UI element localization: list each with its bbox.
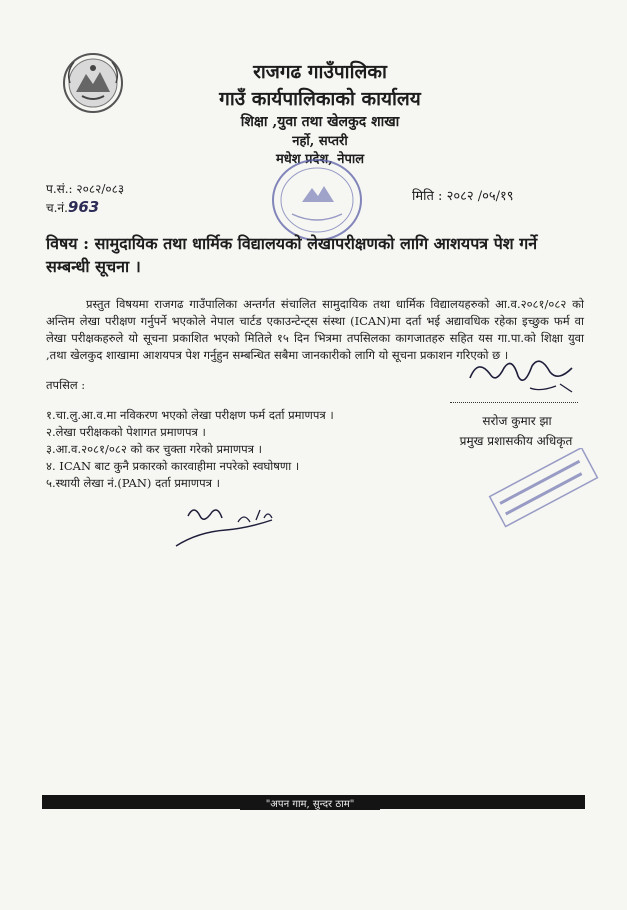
chalani-number-row xyxy=(46,198,99,216)
signature-line xyxy=(450,402,578,403)
municipality-name: राजगढ गाउँपालिका xyxy=(253,61,387,83)
designation-stamp-icon xyxy=(484,448,604,528)
office-location: नर्हो, सप्तरी xyxy=(292,134,348,149)
patra-sankhya: प.सं.: २०८२/०८३ xyxy=(46,182,125,196)
list-item: २.लेखा परीक्षकको पेशागत प्रमाणपत्र । xyxy=(46,425,206,439)
tapsil-label: तपसिल : xyxy=(46,378,86,392)
document-list xyxy=(46,407,334,492)
province-country: मधेश प्रदेश, नेपाल xyxy=(275,152,365,167)
signature-icon xyxy=(460,348,580,398)
chalani-number: 963 xyxy=(67,198,100,216)
list-item: १.चा.लु.आ.व.मा नविकरण भएको लेखा परीक्षण फर्म दर्ता प्रमाणपत्र । xyxy=(46,408,334,422)
list-item: ५.स्थायी लेखा नं.(PAN) दर्ता प्रमाणपत्र । xyxy=(46,476,220,490)
body-paragraph: प्रस्तुत विषयमा राजगढ गाउँपालिका अन्तर्गत संचालित सामुदायिक तथा धार्मिक विद्यालयहरुको आ.व.२०८१/०८२ को अन्तिम लेखा परीक्षण गर्नुपर्ने भएकोले नेपाल चार्टड एकाउन्टेन्ट्स संस्था (ICAN)मा दर्ता भई अद्यावधिक रहेका इच्छुक फर्म वा लेखा परीक्षकहरुले यो सूचना प्रकाशित भएको मितिले १५ दिन भित्रमा तपसिलका कागजातहरु सहित यस गा.पा.को शिक्षा युवा ,तथा खेलकुद शाखामा आशयपत्र पेश गर्नुहुन सम्बन्धित सबैमा जानकारीको लागि यो सूचना प्रकाशन गरिएको छ । xyxy=(46,297,584,362)
office-name: गाउँ कार्यपालिकाको कार्यालय xyxy=(219,88,421,110)
section-name: शिक्षा ,युवा तथा खेलकुद शाखा xyxy=(240,114,400,130)
handwritten-note-icon xyxy=(168,502,288,554)
signatory-name: सरोज कुमार झा xyxy=(482,414,552,428)
letter-subject: विषय : सामुदायिक तथा धार्मिक विद्यालयको लेखापरीक्षणको लागि आशयपत्र पेश गर्ने सम्बन्धी सूचना । xyxy=(46,234,538,276)
signatory-title: प्रमुख प्रशासकीय अधिकृत xyxy=(459,434,573,448)
chalani-label: च.नं. xyxy=(46,201,68,215)
letter-date: मिति : २०८२ /०५/१९ xyxy=(412,189,514,204)
nepal-emblem-icon xyxy=(62,52,124,114)
list-item: ४. ICAN बाट कुनै प्रकारको कारवाहीमा नपरेको स्वघोषणा । xyxy=(46,459,300,473)
list-item: ३.आ.व.२०८१/०८२ को कर चुक्ता गरेको प्रमाणपत्र । xyxy=(46,442,263,456)
footer-motto: "अपन गाम, सुन्दर ठाम" xyxy=(240,796,380,810)
